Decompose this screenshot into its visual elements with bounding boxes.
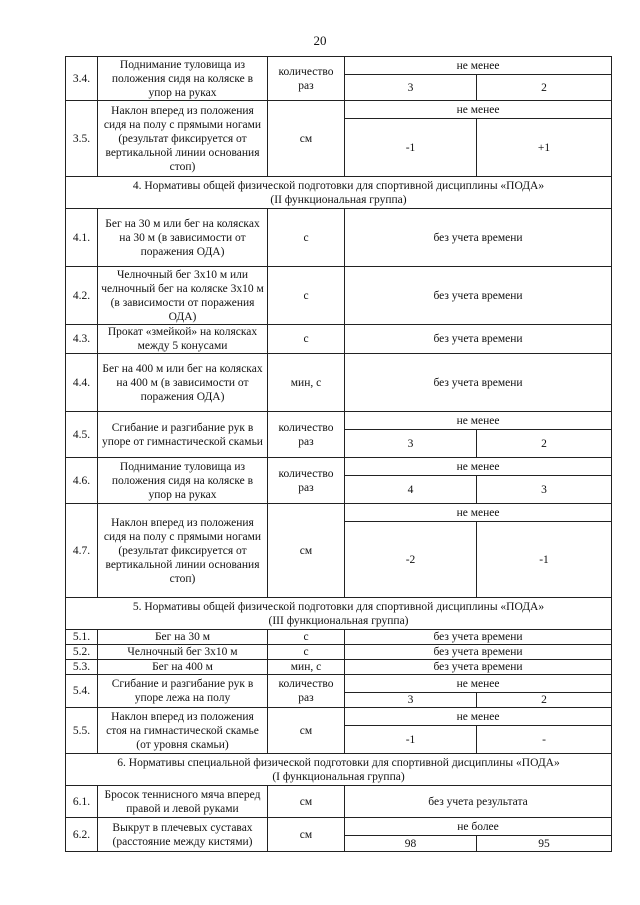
table-row: [66, 660, 612, 675]
exercise-name: Челночный бег 3х10 м или челночный бег на коляске 3х10 м (в зависимости от поражения ОДА): [98, 267, 268, 325]
norm-value: без учета времени: [345, 660, 612, 675]
norm-value-2: 2: [477, 430, 612, 458]
table-row: [66, 57, 612, 75]
row-number: 4.4.: [66, 354, 98, 412]
row-number: 3.5.: [66, 101, 98, 177]
section-subtitle: (III функциональная группа): [268, 614, 409, 627]
norm-value-2: +1: [477, 119, 612, 177]
unit: количество раз: [268, 458, 345, 504]
norm-value-2: 2: [477, 75, 612, 101]
row-number: 5.1.: [66, 630, 98, 645]
row-number: 4.1.: [66, 209, 98, 267]
table-row: [66, 708, 612, 726]
exercise-name: Сгибание и разгибание рук в упоре от гимнастической скамьи: [98, 412, 268, 458]
table-row: [66, 209, 612, 267]
norm-condition: не менее: [345, 504, 612, 522]
norm-value-1: -1: [345, 119, 477, 177]
norm-value-2: -1: [477, 522, 612, 598]
row-number: 6.1.: [66, 786, 98, 818]
section-title: 4. Нормативы общей физической подготовки для спортивной дисциплины «ПОДА»: [132, 179, 545, 192]
norm-value: без учета времени: [345, 630, 612, 645]
table-row: [66, 101, 612, 119]
table-row: [66, 504, 612, 522]
table-row: [66, 325, 612, 354]
norm-value-2: -: [477, 726, 612, 754]
norm-condition: не более: [345, 818, 612, 836]
section-subtitle: (II функциональная группа): [270, 193, 407, 206]
row-number: 5.4.: [66, 675, 98, 708]
table-row: [66, 645, 612, 660]
norm-value-1: 98: [345, 836, 477, 852]
norm-value-2: 2: [477, 693, 612, 708]
exercise-name: Бег на 30 м: [98, 630, 268, 645]
row-number: 4.3.: [66, 325, 98, 354]
norm-condition: не менее: [345, 101, 612, 119]
exercise-name: Челночный бег 3х10 м: [98, 645, 268, 660]
norm-condition: не менее: [345, 458, 612, 476]
table-row: [66, 630, 612, 645]
norm-value-1: -1: [345, 726, 477, 754]
norm-value: без учета времени: [345, 645, 612, 660]
row-number: 4.6.: [66, 458, 98, 504]
exercise-name: Наклон вперед из положения сидя на полу с прямыми ногами (результат фиксируется от вертикальной линии основания стоп): [98, 101, 268, 177]
unit: см: [268, 818, 345, 852]
unit: количество раз: [268, 675, 345, 708]
norm-condition: не менее: [345, 675, 612, 693]
exercise-name: Наклон вперед из положения стоя на гимнастической скамье (от уровня скамьи): [98, 708, 268, 754]
section-title: 5. Нормативы общей физической подготовки для спортивной дисциплины «ПОДА»: [132, 600, 545, 613]
table-row: [66, 267, 612, 325]
exercise-name: Прокат «змейкой» на колясках между 5 конусами: [98, 325, 268, 354]
exercise-name: Сгибание и разгибание рук в упоре лежа на полу: [98, 675, 268, 708]
unit: см: [268, 786, 345, 818]
row-number: 3.4.: [66, 57, 98, 101]
table-row: [66, 458, 612, 476]
exercise-name: Бег на 30 м или бег на колясках на 30 м (в зависимости от поражения ОДА): [98, 209, 268, 267]
unit: с: [268, 645, 345, 660]
section-heading: [66, 598, 612, 630]
row-number: 6.2.: [66, 818, 98, 852]
row-number: 4.5.: [66, 412, 98, 458]
page-number: 20: [313, 33, 327, 48]
norm-value: без учета времени: [345, 325, 612, 354]
unit: количество раз: [268, 412, 345, 458]
norm-value-1: 3: [345, 430, 477, 458]
row-number: 5.3.: [66, 660, 98, 675]
unit: см: [268, 708, 345, 754]
section-row: [66, 598, 612, 630]
unit: с: [268, 325, 345, 354]
exercise-name: Бег на 400 м: [98, 660, 268, 675]
exercise-name: Наклон вперед из положения сидя на полу с прямыми ногами (результат фиксируется от вертикальной линии основания стоп): [98, 504, 268, 598]
norm-value: без учета времени: [345, 267, 612, 325]
norm-condition: не менее: [345, 708, 612, 726]
section-row: [66, 177, 612, 209]
norm-value: без учета времени: [345, 354, 612, 412]
table-row: [66, 818, 612, 836]
section-heading: [66, 754, 612, 786]
exercise-name: Бросок теннисного мяча вперед правой и левой руками: [98, 786, 268, 818]
exercise-name: Поднимание туловища из положения сидя на коляске в упор на руках: [98, 57, 268, 101]
exercise-name: Выкрут в плечевых суставах (расстояние между кистями): [98, 818, 268, 852]
norm-condition: не менее: [345, 412, 612, 430]
unit: с: [268, 209, 345, 267]
unit: мин, с: [268, 354, 345, 412]
unit: с: [268, 267, 345, 325]
row-number: 5.2.: [66, 645, 98, 660]
norm-value-1: 3: [345, 75, 477, 101]
table-row: [66, 786, 612, 818]
table-row: [66, 354, 612, 412]
norm-value-1: 3: [345, 693, 477, 708]
table-row: [66, 675, 612, 693]
unit: с: [268, 630, 345, 645]
norm-value-1: -2: [345, 522, 477, 598]
norm-value-1: 4: [345, 476, 477, 504]
norm-value: без учета результата: [345, 786, 612, 818]
row-number: 4.7.: [66, 504, 98, 598]
unit: см: [268, 101, 345, 177]
unit: количество раз: [268, 57, 345, 101]
norm-value-2: 3: [477, 476, 612, 504]
table-row: [66, 412, 612, 430]
section-row: [66, 754, 612, 786]
norms-table: [65, 56, 612, 852]
norm-condition: не менее: [345, 57, 612, 75]
section-heading: [66, 177, 612, 209]
norm-value: без учета времени: [345, 209, 612, 267]
section-subtitle: (I функциональная группа): [272, 770, 405, 783]
norm-value-2: 95: [477, 836, 612, 852]
exercise-name: Бег на 400 м или бег на колясках на 400 м (в зависимости от поражения ОДА): [98, 354, 268, 412]
exercise-name: Поднимание туловища из положения сидя на коляске в упор на руках: [98, 458, 268, 504]
unit: см: [268, 504, 345, 598]
row-number: 5.5.: [66, 708, 98, 754]
unit: мин, с: [268, 660, 345, 675]
row-number: 4.2.: [66, 267, 98, 325]
section-title: 6. Нормативы специальной физической подготовки для спортивной дисциплины «ПОДА»: [117, 756, 560, 769]
